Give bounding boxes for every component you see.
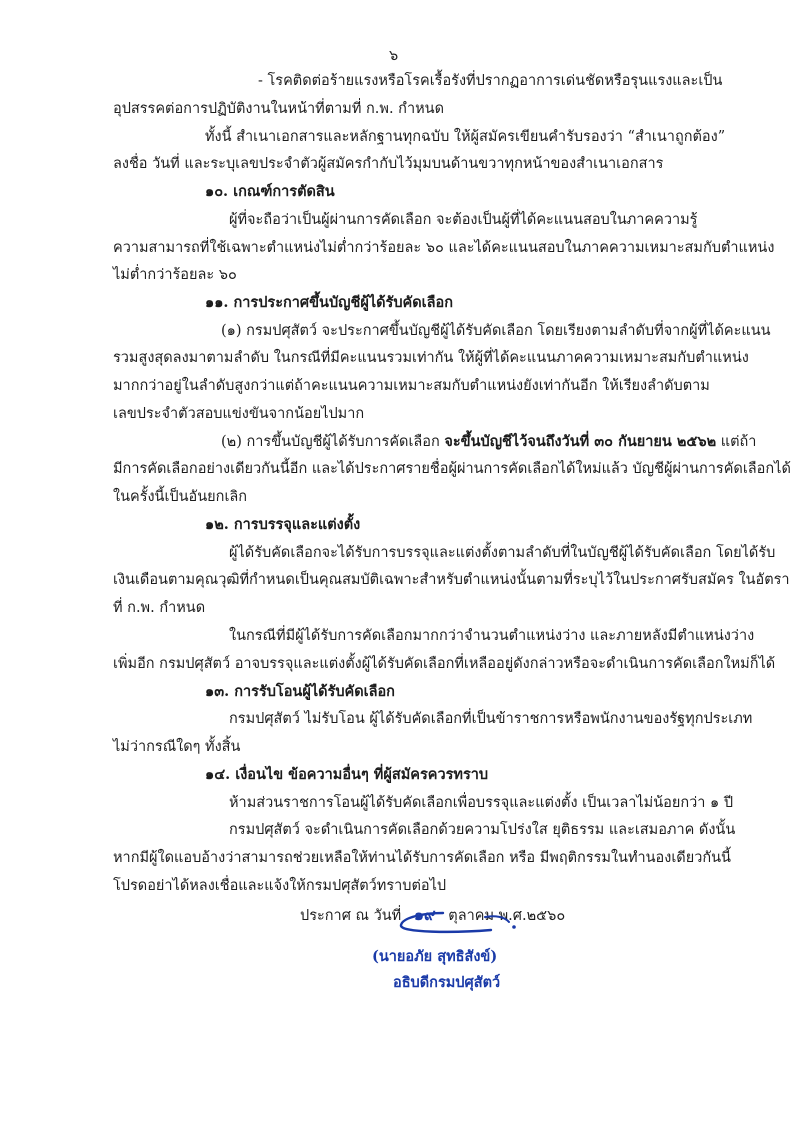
body-line: ที่ ก.พ. กำหนด bbox=[113, 600, 206, 616]
body-line: กรมปศุสัตว์ ไม่รับโอน ผู้ได้รับคัดเลือกที่เป็นข้าราชการหรือพนักงานของรัฐทุกประเภท bbox=[229, 711, 753, 727]
intro-line: ทั้งนี้ สำเนาเอกสารและหลักฐานทุกฉบับ ให้ผู้สมัครเขียนคำรับรองว่า “สำเนาถูกต้อง” bbox=[205, 129, 726, 145]
body-line: มากกว่าอยู่ในลำดับสูงกว่าแต่ถ้าคะแนนความเหมาะสมกับตำแหน่งยังเท่ากันอีก ให้เรียงลำดับตาม bbox=[113, 378, 710, 394]
body-line: (๑) กรมปศุสัตว์ จะประกาศขึ้นบัญชีผู้ได้รับคัดเลือก โดยเรียงตามลำดับที่จากผู้ที่ได้คะแนน bbox=[221, 323, 771, 339]
body-line: ไม่ต่ำกว่าร้อยละ ๖๐ bbox=[113, 267, 237, 283]
handwritten-signature bbox=[395, 903, 535, 943]
body-line: ผู้ได้รับคัดเลือกจะได้รับการบรรจุและแต่งตั้งตามลำดับที่ในบัญชีผู้ได้รับคัดเลือก โดยได้รับ bbox=[229, 545, 776, 561]
signatory-title: อธิบดีกรมปศุสัตว์ bbox=[393, 974, 501, 991]
body-line bbox=[221, 432, 756, 452]
section-heading: ๑๑. การประกาศขึ้นบัญชีผู้ได้รับคัดเลือก bbox=[205, 294, 453, 311]
body-line: ในครั้งนี้เป็นอันยกเลิก bbox=[113, 489, 248, 505]
body-text: แต่ถ้า bbox=[716, 434, 757, 450]
body-line: เลขประจำตัวสอบแข่งขันจากน้อยไปมาก bbox=[113, 406, 365, 422]
announcement-prefix: ประกาศ ณ วันที่ bbox=[300, 908, 402, 924]
section-heading: ๑๒. การบรรจุและแต่งตั้ง bbox=[205, 516, 361, 533]
body-line: ไม่ว่ากรณีใดๆ ทั้งสิ้น bbox=[113, 739, 241, 755]
intro-line: - โรคติดต่อร้ายแรงหรือโรคเรื้อรังที่ปรากฏอาการเด่นชัดหรือรุนแรงและเป็น bbox=[258, 73, 723, 89]
body-line: เพิ่มอีก กรมปศุสัตว์ อาจบรรจุและแต่งตั้งผู้ได้รับคัดเลือกที่เหลืออยู่ดังกล่าวหรือจะดำเนินการคัดเลือกใหม่ก็ได้ bbox=[113, 656, 776, 672]
intro-line: ลงชื่อ วันที่ และระบุเลขประจำตัวผู้สมัครกำกับไว้มุมบนด้านขวาทุกหน้าของสำเนาเอกสาร bbox=[113, 156, 664, 172]
deadline-text: จะขึ้นบัญชีไว้จนถึงวันที่ ๓๐ กันยายน ๒๕๖๒ bbox=[444, 433, 717, 450]
body-line: เงินเดือนตามคุณวุฒิที่กำหนดเป็นคุณสมบัติเฉพาะสำหรับตำแหน่งนั้นตามที่ระบุไว้ในประกาศรับสมัคร ในอัตรา bbox=[113, 572, 790, 588]
section-heading: ๑๓. การรับโอนผู้ได้รับคัดเลือก bbox=[205, 683, 395, 700]
signatory-name: (นายอภัย สุทธิสังข์) bbox=[372, 948, 498, 965]
body-line: ในกรณีที่มีผู้ได้รับการคัดเลือกมากกว่าจำนวนตำแหน่งว่าง และภายหลังมีตำแหน่งว่าง bbox=[229, 628, 755, 644]
page-number: ๖ bbox=[389, 48, 399, 64]
body-line: รวมสูงสุดลงมาตามลำดับ ในกรณีที่มีคะแนนรวมเท่ากัน ให้ผู้ที่ได้คะแนนภาคความเหมาะสมกับตำแหน่ง bbox=[113, 350, 749, 366]
body-line: ห้ามส่วนราชการโอนผู้ได้รับคัดเลือกเพื่อบรรจุและแต่งตั้ง เป็นเวลาไม่น้อยกว่า ๑ ปี bbox=[229, 795, 734, 811]
body-line: ความสามารถที่ใช้เฉพาะตำแหน่งไม่ต่ำกว่าร้อยละ ๖๐ และได้คะแนนสอบในภาคความเหมาะสมกับตำแหน่ง bbox=[113, 240, 775, 256]
body-line: มีการคัดเลือกอย่างเดียวกันนี้อีก และได้ประกาศรายชื่อผู้ผ่านการคัดเลือกได้ใหม่แล้ว บัญชีผู้ผ่านการคัดเลือกได้ bbox=[113, 461, 791, 477]
body-line: โปรดอย่าได้หลงเชื่อและแจ้งให้กรมปศุสัตว์ทราบต่อไป bbox=[113, 878, 447, 894]
intro-line: อุปสรรคต่อการปฏิบัติงานในหน้าที่ตามที่ ก.พ. กำหนด bbox=[113, 101, 444, 117]
announcement-suffix: ตุลาคม พ.ศ.๒๕๖๐ bbox=[448, 908, 566, 924]
announcement-day: ๑๙ bbox=[413, 905, 436, 924]
section-heading: ๑๔. เงื่อนไข ข้อความอื่นๆ ที่ผู้สมัครควรทราบ bbox=[205, 766, 489, 783]
body-text: (๒) การขึ้นบัญชีผู้ได้รับการคัดเลือก bbox=[221, 434, 445, 450]
body-line: หากมีผู้ใดแอบอ้างว่าสามารถช่วยเหลือให้ท่านได้รับการคัดเลือก หรือ มีพฤติกรรมในทำนองเดียวกันนี้ bbox=[113, 850, 731, 866]
body-line: กรมปศุสัตว์ จะดำเนินการคัดเลือกด้วยความโปร่งใส ยุติธรรม และเสมอภาค ดังนั้น bbox=[229, 822, 736, 838]
body-line: ผู้ที่จะถือว่าเป็นผู้ผ่านการคัดเลือก จะต้องเป็นผู้ที่ได้คะแนนสอบในภาคความรู้ bbox=[229, 212, 698, 228]
section-heading: ๑๐. เกณฑ์การตัดสิน bbox=[205, 183, 335, 200]
